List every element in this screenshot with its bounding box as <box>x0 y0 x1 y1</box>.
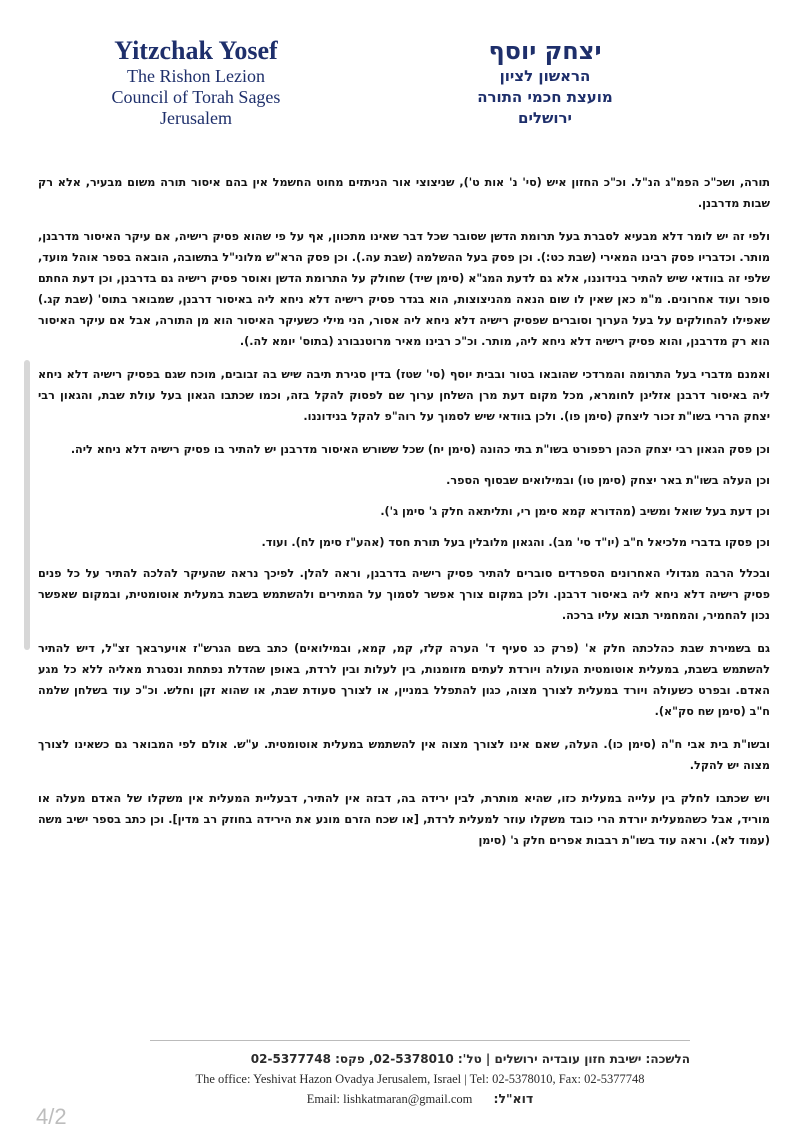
office-address-he: הלשכה: ישיבת חזון עובדיה ירושלים | טל': 02-5378010, פקס: 02-5377748 <box>250 1052 690 1066</box>
rabbi-name-en: Yitzchak Yosef <box>114 36 278 65</box>
title-line-1-en: The Rishon Lezion <box>127 66 265 86</box>
paragraph: וכן דעת בעל שואל ומשיב (מהדורא קמא סימן רי, ותליתאה חלק ג' סימן ג'). <box>380 505 770 518</box>
paragraph: וכן פסק הגאון רבי יצחק הכהן רפפורט בשו"ת בתי כהונה (סימן יח) שכל ששורש האיסור מדרבנן יש להתיר בו פסיק רישיה דלא ניחא ליה. <box>70 443 770 456</box>
paragraph: ובכלל הרבה מגדולי האחרונים הספרדים סוברים להתיר פסיק רישיה בדרבנן, וראה להלן. לפיכך נראה שהעיקר להלכה להתיר על כל פנים פסיק רישיה דלא ניחא ליה באיסור דרבנן. ולכן במקום צורך אפשר לסמוך על המתירים ולהשתמש בשבת במעלית אוטומטית, ובמקום שאפשר נכון להחמיר, והמחמיר תבוא עליו ברכה. <box>38 567 770 622</box>
paragraph: תורה, ושכ"כ הפמ"ג הנ"ל. וכ"כ החזון איש (סי' נ' אות ט'), שניצוצי אור הניתזים מחוט החשמל אין בהם איסור תורה משום מבעיר, אלא רק שבות מדרבנן. <box>38 176 770 210</box>
paragraph: וכן פסקו בדברי מלכיאל ח"ב (יו"ד סי' מב). והגאון מלובלין בעל תורת חסד (אהע"ז סימן לח). ועוד. <box>261 536 770 549</box>
paragraph: ואמנם מדברי בעל התרומה והמרדכי שהובאו בטור ובבית יוסף (סי' שטז) בדין סגירת תיבה שיש בה זבובים, מוכח שגם בפסיק רישיה דלא ניחא ליה באיסור דרבנן אזלינן לחומרא, מכל מקום דעת מרן השלחן ערוך שם לפסוק להקל בזה, וכמו שכתבו הגאון בעל עולת שבת, והגאון רבי יצחק הררי בשו"ת זכור ליצחק (סימן פו). ולכן בוודאי שיש לסמוך על רוה"פ להקל בנידוננו. <box>38 368 770 423</box>
paragraph: וכן העלה בשו"ת באר יצחק (סימן טו) ובמילואים שבסוף הספר. <box>446 474 770 487</box>
title-line-2-en: Council of Torah Sages <box>111 87 281 107</box>
paragraph: ויש שכתבו לחלק בין עלייה במעלית כזו, שהיא מותרת, לבין ירידה בה, דבזה אין להתיר, דבעליית המעלית אין משקלו של האדם מעלה או מוריד, אבל כשהמעלית יורדת הרי כובד משקלו עוזר למעלית לרדת, [או שכח הזרם מונע את הירידה בחוזק רב מדין]. וכן כתב בספר ישיב משה (עמוד לא). וראה עוד בשו"ת רבבות אפרים חלק ג' (סימן <box>38 792 770 847</box>
office-footer <box>150 1050 690 1109</box>
letterhead-hebrew <box>440 36 650 129</box>
email-line <box>150 1089 690 1109</box>
title-line-1-he: הראשון לציון <box>499 67 591 85</box>
title-line-3-he: ירושלים <box>518 109 572 127</box>
scrollbar-thumb[interactable] <box>24 360 30 650</box>
office-address-en: The office: Yeshivat Hazon Ovadya Jerusalem, Israel | Tel: 02-5378010, Fax: 02-5377748 <box>195 1072 645 1086</box>
paragraph: גם בשמירת שבת כהלכתה חלק א' (פרק כג סעיף ד' הערה קלז, קמ, קמא, ובמילואים) כתב בשם הגרש"ז אויערבאך זצ"ל, דיש להתיר להשתמש בשבת, במעלית אוטומטית העולה ויורדת לעתים מזומנות, בין לעלות ובין לרדת, באופן שהדלת נפתחת ונסגרת מאליה ללא כל מגע האדם. ובפרט כשעולה ויורד במעלית לצורך מצוה, כגון להתפלל במניין, או לצורך סעודת שבת, או שהוא זקן וחלש. וכ"כ עוד בשלחן שלמה ח"ב (סימן שח סק"א). <box>38 642 770 718</box>
paragraph: ולפי זה יש לומר דלא מבעיא לסברת בעל תרומת הדשן שסובר שכל דבר שאינו מתכוון, אף על פי שהוא פסיק רישיה, אם עיקר האיסור מדרבנן, מותר. וכדבריו פסק רבינו המאירי (שבת כט:). וכן פסק בעל ההשלמה (שבת עה.). וכן פסק הרא"ש מלוני"ל בתשובה, הובאה בספר אוהל מועד, שלפי זה בוודאי שיש להתיר בנידוננו, אלא גם לדעת המג"א (סימן שיד) שחולק על התרומת הדשן ואוסר פסיק רישיה גם בדרבנן, וכן דעת החתם סופר ועוד אחרונים. מ"מ כאן שאין לו שום הנאה מהניצוצות, הוא בגדר פסיק רישיה דלא ניחא ליה באיסור דרבנן, שמבואר בתוס' (שבת קג.) שאפילו להחולקים על בעל הערוך וסוברים שפסיק רישיה דלא ניחא ליה אסור, הני מילי כשעיקר האיסור הוא מן התורה, אבל אם עיקר האיסור הוא רק מדרבנן, והוא פסיק רישיה דלא ניחא ליה, מותר. וכ"כ רבינו מאיר מרוטנבורג (בתוס' יומא לה.). <box>38 230 770 348</box>
letterhead-english <box>96 36 296 129</box>
page-indicator: 4/2 <box>36 1104 67 1129</box>
paragraph: ובשו"ת בית אבי ח"ה (סימן כו). העלה, שאם אינו לצורך מצוה אין להשתמש במעלית אוטומטית. ע"ש. אולם לפי המבואר גם כשאינו לצורך מצוה יש להקל. <box>38 738 770 772</box>
email-label-he: דוא"ל: <box>493 1091 534 1106</box>
document-body <box>38 172 770 863</box>
rabbi-name-he: יצחק יוסף <box>488 37 602 65</box>
footer-divider <box>150 1040 690 1041</box>
email-address[interactable]: Email: lishkatmaran@gmail.com <box>306 1092 473 1106</box>
title-line-2-he: מועצת חכמי התורה <box>477 88 613 106</box>
title-line-3-en: Jerusalem <box>160 108 232 128</box>
